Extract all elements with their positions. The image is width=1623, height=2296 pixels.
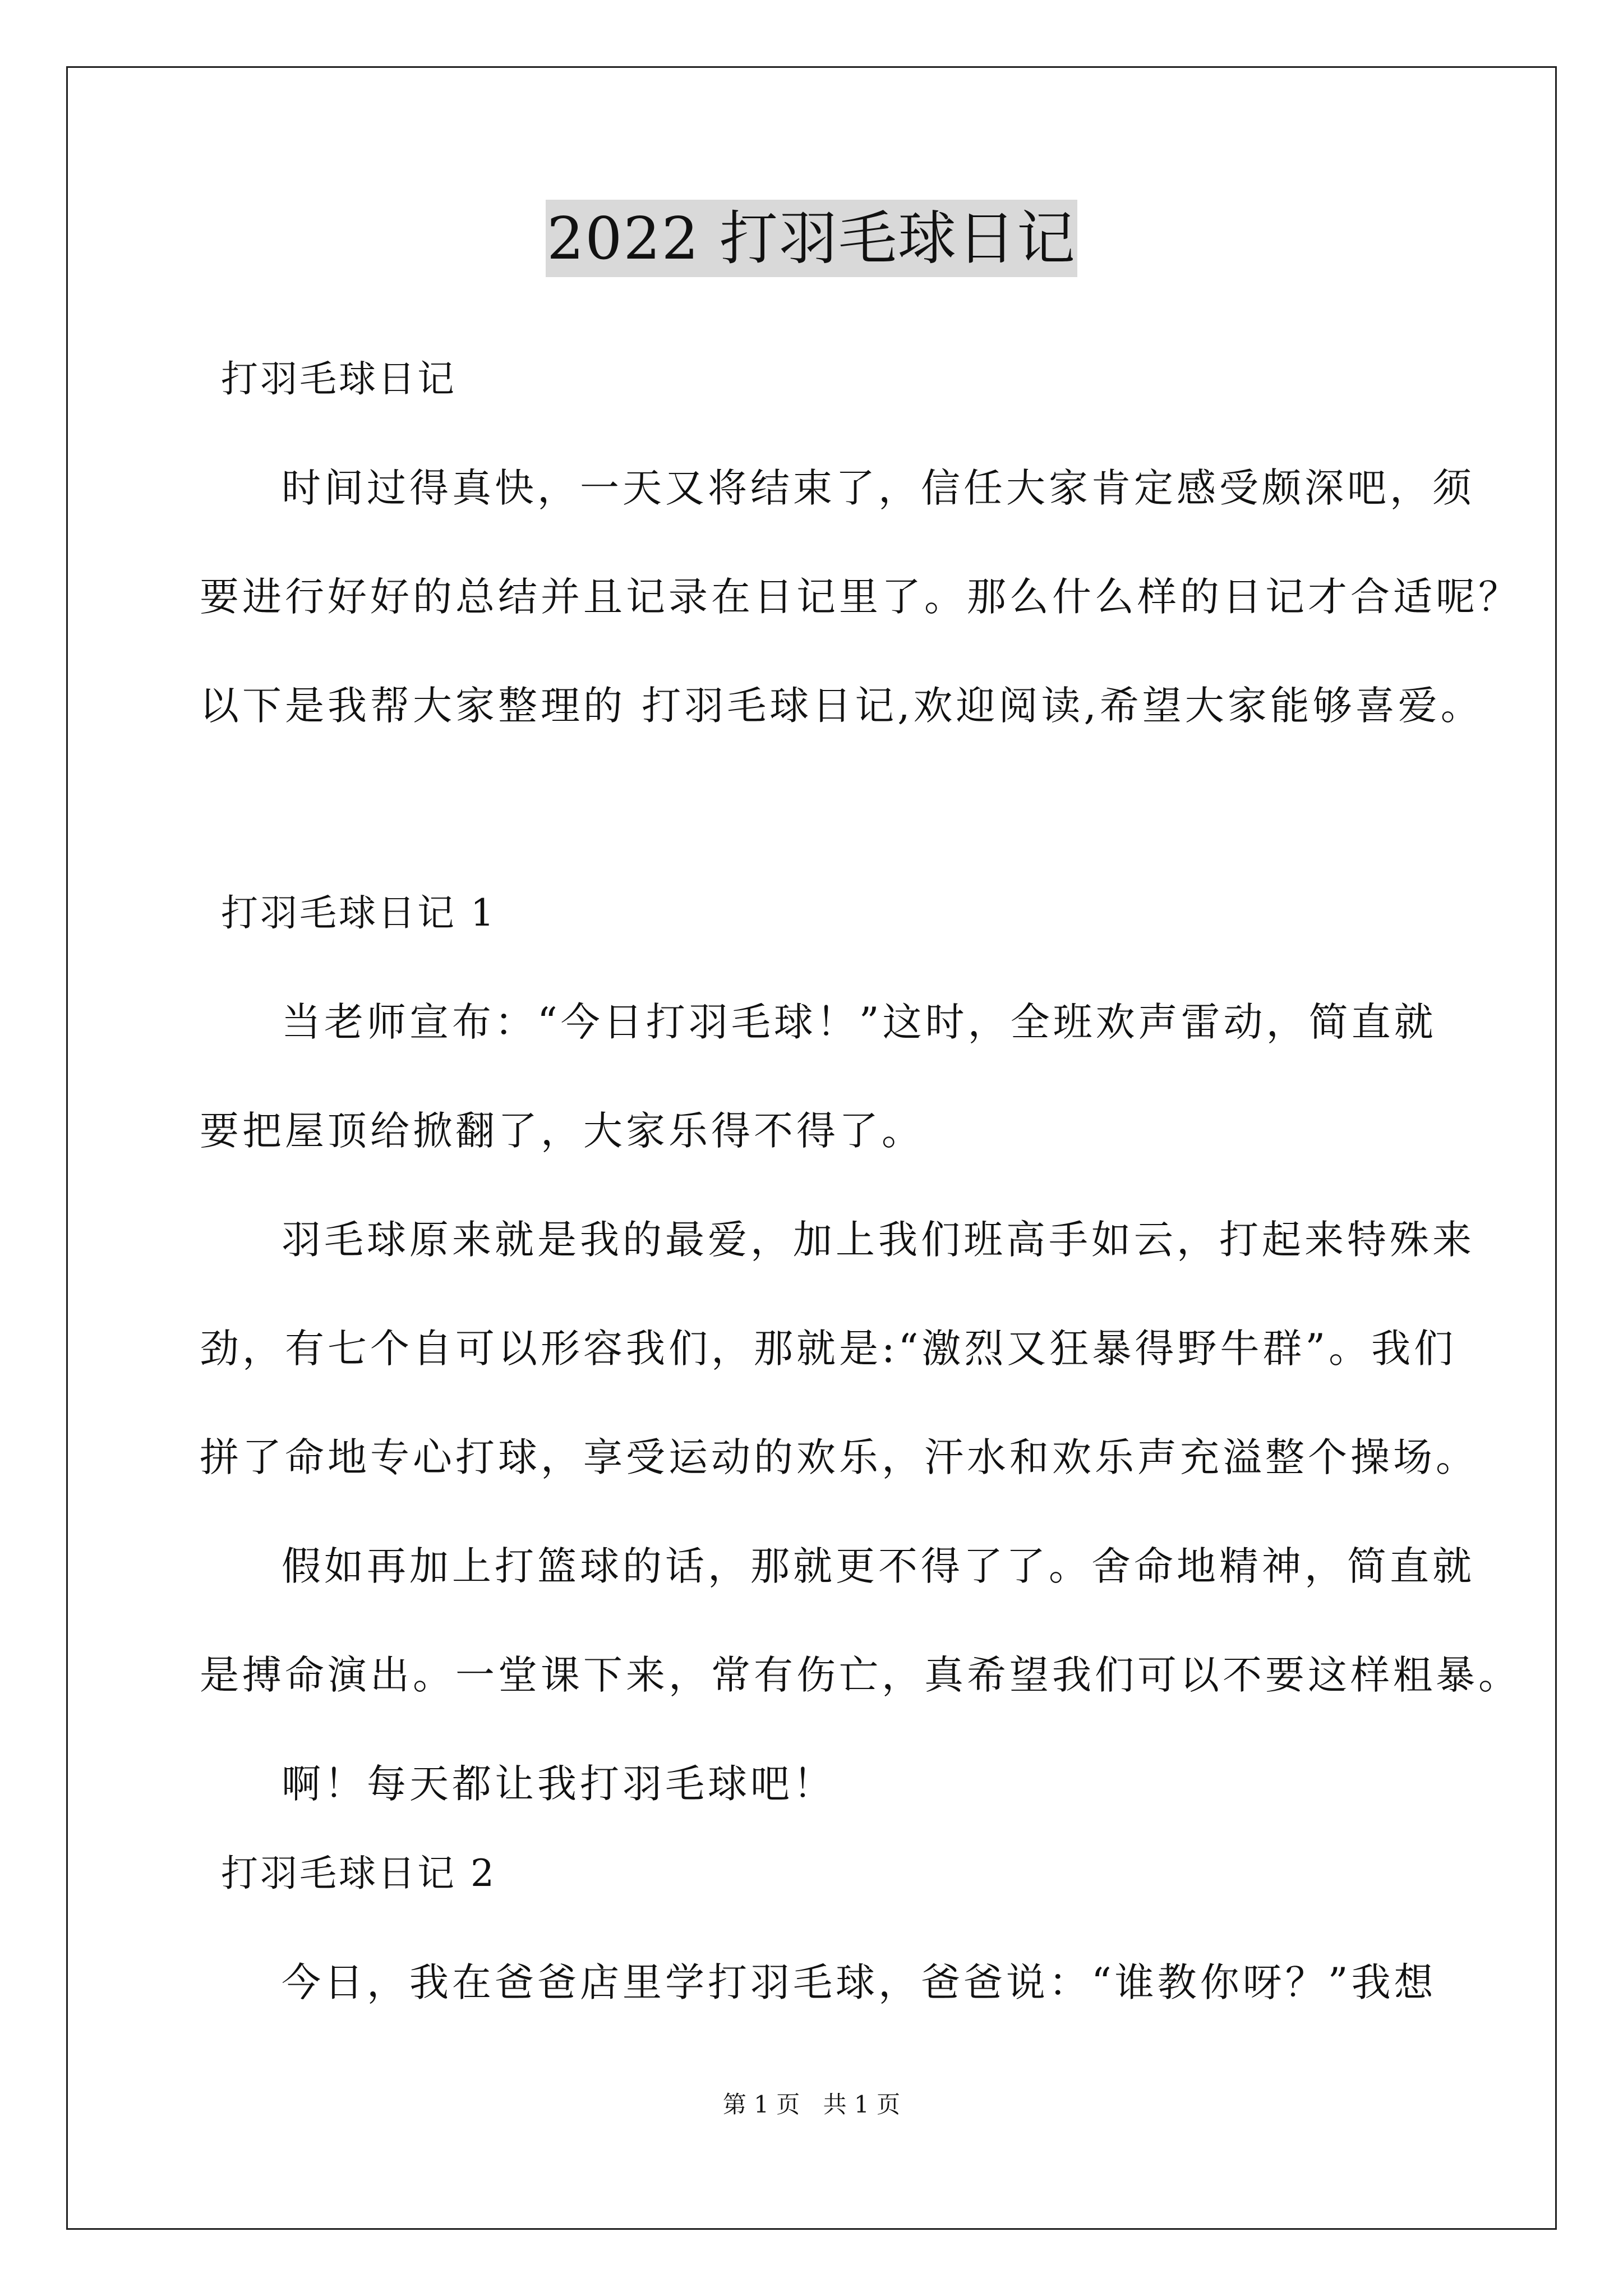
paragraph-line: 是搏命演出。一堂课下来，常有伤亡，真希望我们可以不要这样粗暴。 bbox=[200, 1652, 1521, 1698]
paragraph-line: 时间过得真快，一天又将结束了，信任大家肯定感受颇深吧，须 bbox=[282, 465, 1475, 511]
paragraph-line: 啊！每天都让我打羽毛球吧！ bbox=[282, 1761, 836, 1807]
section-heading-1: 打羽毛球日记 1 bbox=[221, 891, 496, 935]
paragraph-line: 假如再加上打篮球的话，那就更不得了了。舍命地精神，简直就 bbox=[282, 1543, 1475, 1589]
intro-heading: 打羽毛球日记 bbox=[221, 357, 457, 401]
document-title: 2022 打羽毛球日记 bbox=[546, 200, 1077, 277]
paragraph-line: 以下是我帮大家整理的 打羽毛球日记,欢迎阅读,希望大家能够喜爱。 bbox=[200, 683, 1483, 729]
page-count: 共 1 页 bbox=[823, 2091, 901, 2118]
paragraph-line: 羽毛球原来就是我的最爱，加上我们班高手如云，打起来特殊来 bbox=[282, 1217, 1475, 1263]
title-container bbox=[0, 200, 1623, 277]
paragraph-line: 劲，有七个自可以形容我们，那就是:“激烈又狂暴得野牛群”。我们 bbox=[200, 1326, 1457, 1372]
section-heading-2: 打羽毛球日记 2 bbox=[221, 1852, 496, 1895]
paragraph-line: 今日，我在爸爸店里学打羽毛球，爸爸说：“谁教你呀？”我想 bbox=[282, 1959, 1437, 2005]
paragraph-line: 拼了命地专心打球，享受运动的欢乐，汗水和欢乐声充溢整个操场。 bbox=[200, 1434, 1478, 1480]
page-footer bbox=[0, 2089, 1623, 2120]
paragraph-line: 要进行好好的总结并且记录在日记里了。那么什么样的日记才合适呢？ bbox=[200, 574, 1521, 620]
paragraph-line: 当老师宣布：“今日打羽毛球！”这时，全班欢声雷动，简直就 bbox=[282, 999, 1437, 1045]
page-number: 第 1 页 bbox=[722, 2091, 800, 2118]
paragraph-line: 要把屋顶给掀翻了，大家乐得不得了。 bbox=[200, 1108, 924, 1154]
